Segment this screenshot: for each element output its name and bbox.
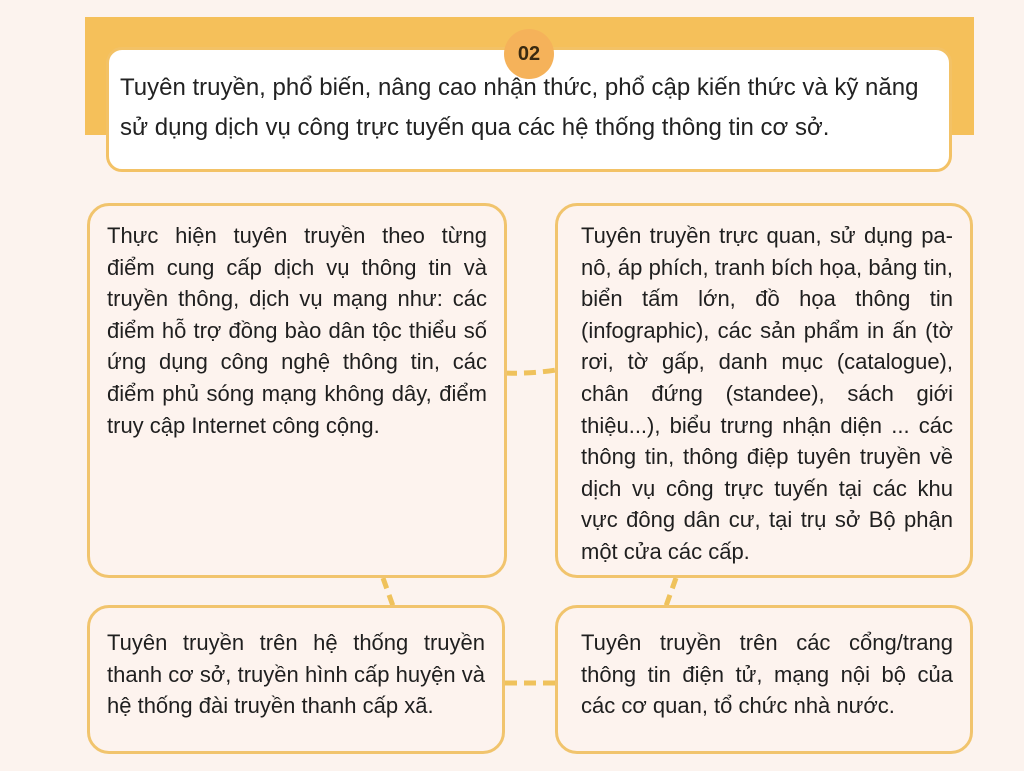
connector-top-middle <box>505 370 556 373</box>
box-bottom-left: Tuyên truyền trên hệ thống truyền thanh cơ sở, truyền hình cấp huyện và hệ thống đài truyền thanh cấp xã. <box>87 605 505 754</box>
box-top-right: Tuyên truyền trực quan, sử dụng pa-nô, áp phích, tranh bích họa, bảng tin, biển tấm lớn, đồ họa thông tin (infographic), các sản phẩm in ấn (tờ rơi, tờ gấp, danh mục (catalogue), chân đứng (standee), sách giới thiệu...), biểu trưng nhận diện ... các thông tin, thông điệp tuyên truyền về dịch vụ công trực tuyến tại các khu vực đông dân cư, tại trụ sở Bộ phận một cửa các cấp. <box>555 203 973 578</box>
connector-left-vertical <box>383 578 393 606</box>
box-bottom-right: Tuyên truyền trên các cổng/trang thông tin điện tử, mạng nội bộ của các cơ quan, tổ chức nhà nước. <box>555 605 973 754</box>
step-number-badge: 02 <box>504 29 554 79</box>
connector-right-vertical <box>666 578 676 606</box>
box-top-left: Thực hiện tuyên truyền theo từng điểm cung cấp dịch vụ thông tin và truyền thông, dịch vụ mạng như: các điểm hỗ trợ đồng bào dân tộc thiểu số ứng dụng công nghệ thông tin, các điểm phủ sóng mạng không dây, điểm truy cập Internet công cộng. <box>87 203 507 578</box>
header-title: Tuyên truyền, phổ biến, nâng cao nhận thức, phổ cập kiến thức và kỹ năng sử dụng dịch vụ công trực tuyến qua các hệ thống thông tin cơ sở. <box>120 74 919 141</box>
